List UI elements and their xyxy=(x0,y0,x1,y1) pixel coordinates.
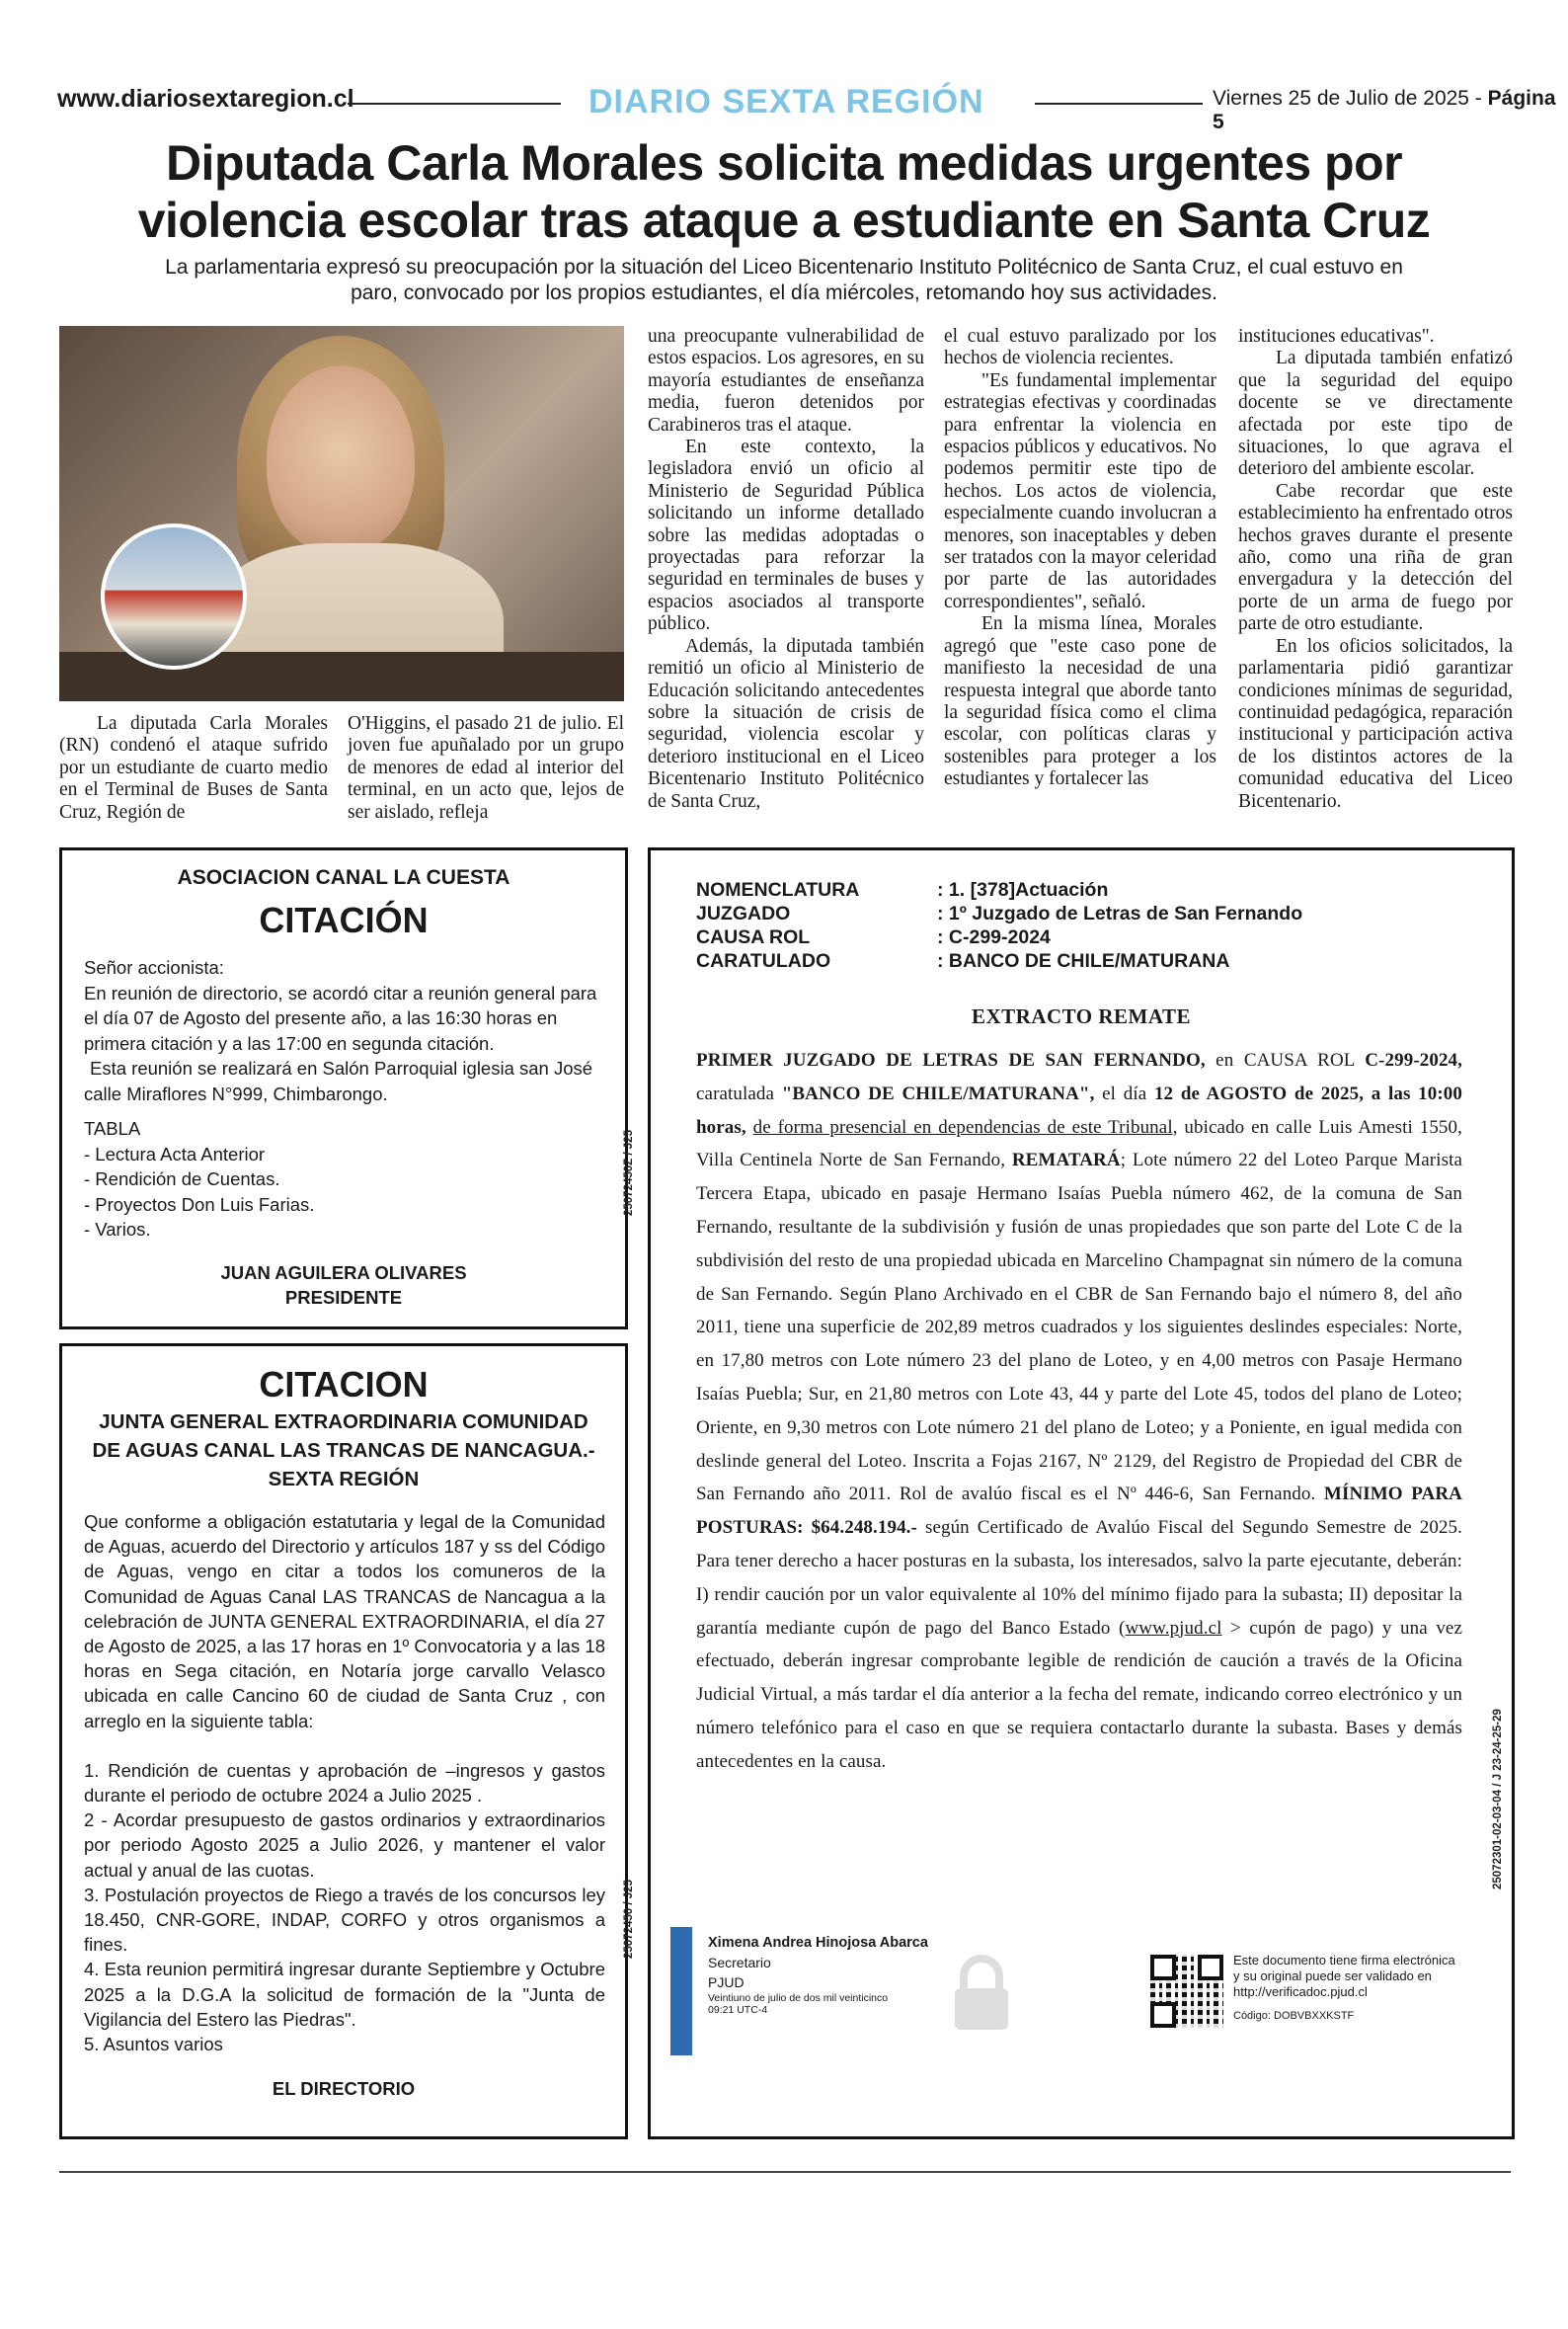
case-caption: "BANCO DE CHILE/MATURANA", xyxy=(781,1083,1095,1104)
signature-bar xyxy=(670,1927,692,2055)
article-paragraph: O'Higgins, el pasado 21 de julio. El joven fue apuñalado por un grupo de menores de edad al interior del terminal, en un acto que, lejos de ser aislado, refleja xyxy=(348,713,624,823)
qr-code-icon[interactable] xyxy=(1150,1955,1223,2028)
agenda-list xyxy=(84,1758,605,2056)
agenda-item: 1. Rendición de cuentas y aprobación de –ingresos y gastos durante el periodo de octubre 2024 a Julio 2025 . xyxy=(84,1759,605,1807)
auction-mode: de forma presencial en dependencias de este Tribunal xyxy=(752,1116,1173,1138)
notice-code: 25072301-02-03-04 / J 23-24-25-29 xyxy=(1492,1709,1504,1889)
article-column-5 xyxy=(1238,326,1513,813)
metadata-row xyxy=(696,878,1302,902)
metadata-row xyxy=(696,902,1302,925)
verification-text xyxy=(1233,1953,1455,2024)
article-paragraph: En los oficios solicitados, la parlamentaria pidió garantizar condiciones mínimas de seguridad, continuidad pedagógica, reparación institucional y participación activa de los distintos actores de la comunidad educativa del Liceo Bicentenario. xyxy=(1238,635,1513,812)
article-paragraph: "Es fundamental implementar estrategias efectivas y coordinadas para enfrentar la violencia en espacios públicos y educativos. No podemos permitir este tipo de hechos. Los actos de violencia, especialmente cuando involucran a menores, son inaceptables y deben ser tratados con la mayor celeridad por parte de las autoridades correspondientes", señaló. xyxy=(944,369,1216,612)
signer-org: PJUD xyxy=(708,1974,745,1990)
article-column-1 xyxy=(59,713,328,824)
body-text: > cupón de pago) y una vez efectuado, deberán ingresar comprobante legible de rendición de caución a través de la Oficina Judicial Virtual, a más tardar el día anterior a la fecha del remate, indicando correo electrónico y un número telefónico para el caso en que se requiera contactarlo durante la subasta. Bases y demás antecedentes en la causa. xyxy=(696,1617,1462,1772)
notice-canal-las-trancas xyxy=(59,1343,635,2139)
metadata-key: CAUSA ROL xyxy=(696,926,811,948)
metadata-key: JUZGADO xyxy=(696,903,791,924)
notice-paragraph: En reunión de directorio, se acordó citar a reunión general para el día 07 de Agosto del presente año, a las 16:30 horas en primera citación y a las 17:00 en segunda citación. xyxy=(84,982,597,1054)
qr-finder-mark xyxy=(1150,1955,1176,1980)
notice-subtitle: JUNTA GENERAL EXTRAORDINARIA COMUNIDAD DE AGUAS CANAL LAS TRANCAS DE NANCAGUA.- SEXTA REGIÓN xyxy=(92,1410,595,1490)
header-rule-left xyxy=(348,103,561,105)
auction-date: 12 de AGOSTO de 2025, a las 10:00 horas, xyxy=(696,1083,1463,1138)
electronic-signature xyxy=(670,1927,1081,2055)
notice-code: 25072450Z / J25 xyxy=(623,1130,635,1216)
notice-paragraph: Que conforme a obligación estatutaria y legal de la Comunidad de Aguas, acuerdo del Directorio y artículos 187 y ss del Código de Aguas, vengo en citar a todos los comuneros de la Comunidad de Aguas Canal LAS TRANCAS de Nancagua a la celebración de JUNTA GENERAL EXTRAORDINARIA, el día 27 de Agosto de 2025, a las 17 horas en 1º Convocatoria y a las 18 horas en Sega citación, en Notaría jorge carvallo Velasco ubicada en calle Cancino 60 de ciudad de Santa Cruz , con arreglo en la siguiente tabla: xyxy=(84,1511,605,1731)
issue-date xyxy=(1213,87,1568,134)
case-metadata xyxy=(696,878,1302,973)
signer-role: PRESIDENTE xyxy=(284,1286,403,1308)
notice-body xyxy=(696,1044,1462,1779)
agenda-item: 4. Esta reunion permitirá ingresar durante Septiembre y Octubre 2025 a la D.G.A la solicitud de formación de la "Junta de Vigilancia del Estero las Piedras". xyxy=(84,1959,605,2030)
notice-title: CITACION xyxy=(259,1364,429,1405)
metadata-row xyxy=(696,925,1302,949)
sign-time: 09:21 UTC-4 xyxy=(708,2004,768,2016)
agenda-item: 2 - Acordar presupuesto de gastos ordinarios y extraordinarios por periodo Agosto 2025 a Julio 2026, y mantener el valor actual y anual de las cuotas. xyxy=(84,1809,605,1881)
bus-terminal-inset-photo xyxy=(101,523,247,670)
notice-title: CITACIÓN xyxy=(259,900,429,940)
pjud-link[interactable]: www.pjud.cl xyxy=(1125,1617,1222,1639)
notice-greeting: Señor accionista: xyxy=(84,957,224,978)
body-text: el día xyxy=(1094,1083,1154,1104)
case-rol: C-299-2024, xyxy=(1365,1050,1463,1071)
agenda-item: - Proyectos Don Luis Farias. xyxy=(84,1193,315,1215)
verify-line: y su original puede ser validado en xyxy=(1233,1968,1432,1983)
header-rule-right xyxy=(1035,103,1203,105)
signer-role: Secretario xyxy=(708,1955,771,1970)
article-column-2 xyxy=(348,713,624,824)
verify-line: Este documento tiene firma electrónica xyxy=(1233,1953,1455,1968)
qr-finder-mark xyxy=(1150,2002,1176,2028)
metadata-value: : C-299-2024 xyxy=(937,926,1051,948)
agenda-item: - Varios. xyxy=(84,1219,151,1240)
notice-signature: EL DIRECTORIO xyxy=(272,2078,416,2100)
minimum-bid: MÍNIMO PARA POSTURAS: $64.248.194.- xyxy=(696,1484,1462,1539)
notice-body xyxy=(84,1509,605,2056)
body-text: caratulada xyxy=(696,1083,782,1104)
photo-face-shape xyxy=(267,365,415,553)
body-text: ; Lote número 22 del Loteo Parque Marista Tercera Etapa, ubicado en pasaje Hermano Isaías Puebla número 462, de la comuna de San Fernando, resultante de la subdivisión y fusión de unas propiedades que son parte del Lote C de la subdivisión del resto de una propiedad ubicada en Marcelino Champagnat sin número de la comuna de San Fernando. Según Plano Archivado en el CBR de San Fernando bajo el número 8, del año 2011, tiene una superficie de 202,89 metros cuadrados y los siguientes deslindes especiales: Norte, en 17,80 metros con Lote número 23 del plano de Loteo, y en 4,00 metros con Pasaje Hermano Isaías Puebla; Sur, en 21,80 metros con Lote 43, 44 y parte del Lote 45, todos del plano de Loteo; Oriente, en 9,30 metros con Lote número 21 del plano de Loteo; y a Poniente, en igual medida con deslinde general del Loteo. Inscrita a Fojas 2167, Nº 2129, del Registro de Propiedad del CBR de San Fernando año 2011. Rol de avalúo fiscal es el Nº 446-6, San Fernando. xyxy=(696,1150,1462,1505)
notice-signature xyxy=(62,1260,625,1310)
signature-details xyxy=(708,1933,928,2016)
metadata-value: : 1º Juzgado de Letras de San Fernando xyxy=(937,903,1303,924)
metadata-value: : BANCO DE CHILE/MATURANA xyxy=(937,950,1230,972)
signer-name: JUAN AGUILERA OLIVARES xyxy=(220,1261,467,1283)
article-photo xyxy=(59,326,624,701)
metadata-key: NOMENCLATURA xyxy=(696,879,860,901)
metadata-key: CARATULADO xyxy=(696,950,831,972)
article-paragraph: Cabe recordar que este establecimiento ha enfrentado otros hechos graves durante el presente año, como una riña de gran envergadura y la detección del porte de un arma de fuego por parte de otro estudiante. xyxy=(1238,480,1513,635)
metadata-value: : 1. [378]Actuación xyxy=(937,879,1109,901)
lock-icon xyxy=(937,1949,1026,2038)
article-paragraph: En la misma línea, Morales agregó que "este caso pone de manifiesto la necesidad de una respuesta integral que aborde tanto la seguridad física como el clima escolar, con políticas claras y sostenibles para proteger a los estudiantes y fortalecer las xyxy=(944,613,1216,790)
agenda-item: 3. Postulación proyectos de Riego a través de los concursos ley 18.450, CNR-GORE, INDAP, CORFO y otros organismos a fines. xyxy=(84,1884,605,1956)
date-text: Viernes 25 de Julio de 2025 - xyxy=(1213,87,1482,110)
auction-keyword: REMATARÁ xyxy=(1011,1150,1121,1171)
verify-code: Código: DOBVBXXKSTF xyxy=(1233,2010,1355,2022)
article-paragraph: La diputada Carla Morales (RN) condenó el ataque sufrido por un estudiante de cuarto medio en el Terminal de Buses de Santa Cruz, Región de xyxy=(59,713,328,823)
agenda-item: - Lectura Acta Anterior xyxy=(84,1143,266,1164)
sign-date: Veintiuno de julio de dos mil veinticinco xyxy=(708,1992,889,2004)
agenda-label: TABLA xyxy=(84,1118,141,1139)
article-column-3 xyxy=(648,326,924,813)
notice-body xyxy=(84,955,605,1243)
notice-organization: ASOCIACION CANAL LA CUESTA xyxy=(177,866,510,889)
article-headline: Diputada Carla Morales solicita medidas urgentes por violencia escolar tras ataque a estudiante en Santa Cruz xyxy=(137,135,1431,248)
body-text: según Certificado de Avalúo Fiscal del Segundo Semestre de 2025. Para tener derecho a hacer posturas en la subasta, los interesados, salvo la parte ejecutante, deberán: I) rendir caución por un valor equivalente al 10% del mínimo fijado para la subasta; II) depositar la garantía mediante cupón de pago del Banco Estado ( xyxy=(696,1517,1462,1639)
body-text xyxy=(746,1117,753,1138)
article-paragraph: instituciones educativas". xyxy=(1238,326,1435,347)
article-column-4 xyxy=(944,326,1216,791)
article-paragraph: una preocupante vulnerabilidad de estos espacios. Los agresores, en su mayoría estudiantes de enseñanza media, fueron detenidos por Carabineros tras el ataque. xyxy=(648,326,924,436)
article-lead: La parlamentaria expresó su preocupación por la situación del Liceo Bicentenario Instituto Politécnico de Santa Cruz, el cual estuvo en paro, convocado por los propios estudiantes, el día miércoles, retomando hoy sus actividades. xyxy=(165,256,1403,304)
signer-name: Ximena Andrea Hinojosa Abarca xyxy=(708,1935,928,1951)
site-url[interactable]: www.diariosextaregion.cl xyxy=(57,85,354,113)
qr-finder-mark xyxy=(1198,1955,1223,1980)
notice-paragraph: Esta reunión se realizará en Salón Parroquial iglesia san José calle Miraflores N°999, Chimbarongo. xyxy=(84,1058,593,1104)
article-paragraph: La diputada también enfatizó que la seguridad del equipo docente se ve directamente afectada por este tipo de situaciones, lo que agrava el deterioro del ambiente escolar. xyxy=(1238,348,1513,480)
paper-name: DIARIO SEXTA REGIÓN xyxy=(588,83,984,120)
agenda-item: 5. Asuntos varios xyxy=(84,2034,223,2055)
body-text: , ubicado en calle Luis Amesti 1550, Villa Centinela Norte de San Fernando, xyxy=(696,1116,1462,1171)
notice-title: EXTRACTO REMATE xyxy=(971,1004,1191,1028)
metadata-row xyxy=(696,949,1302,973)
notice-canal-la-cuesta xyxy=(59,847,635,1329)
notice-code: 25072450 / J25 xyxy=(623,1880,635,1959)
verify-url[interactable]: http://verificadoc.pjud.cl xyxy=(1233,1984,1368,1999)
notice-extracto-remate xyxy=(648,847,1515,2139)
article-paragraph: Además, la diputada también remitió un oficio al Ministerio de Educación solicitando antecedentes sobre la situación de crisis de seguridad, violencia escolar y deterioro institucional en el Liceo Bicentenario Instituto Politécnico de Santa Cruz, xyxy=(648,635,924,812)
page-number: Página 5 xyxy=(1213,87,1556,133)
court-name: PRIMER JUZGADO DE LETRAS DE SAN FERNANDO, xyxy=(696,1050,1206,1071)
body-text: en CAUSA ROL xyxy=(1205,1050,1366,1071)
article-paragraph: el cual estuvo paralizado por los hechos de violencia recientes. xyxy=(944,326,1216,369)
agenda-item: - Rendición de Cuentas. xyxy=(84,1168,280,1189)
article-paragraph: En este contexto, la legisladora envió un oficio al Ministerio de Seguridad Pública solicitando un informe detallado sobre las medidas adoptadas o proyectadas para reforzar la seguridad en terminales de buses y espacios asociados al transporte público. xyxy=(648,437,924,635)
footer-rule xyxy=(59,2171,1511,2173)
